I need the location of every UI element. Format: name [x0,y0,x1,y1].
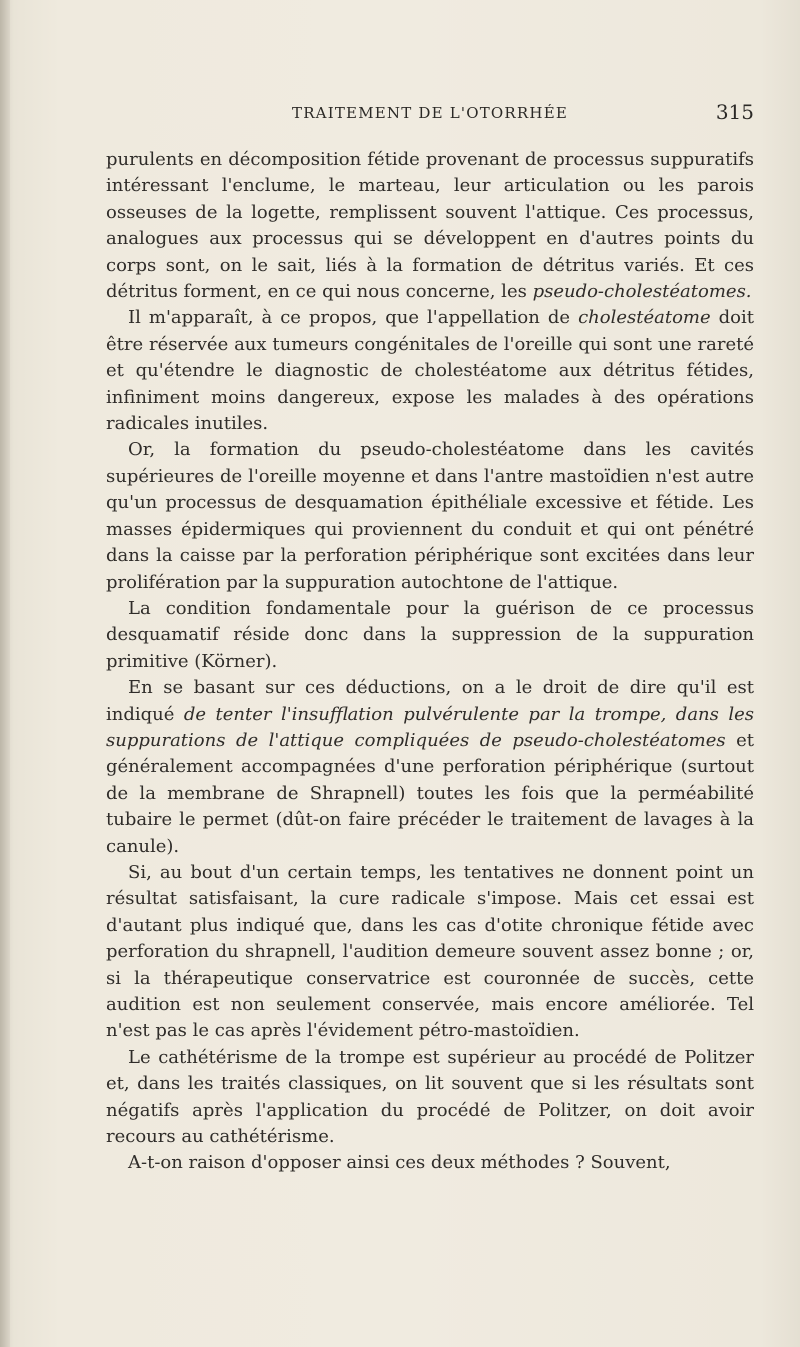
paragraph-1 [106,147,754,305]
paragraph-1-text: purulents en décomposition fétide provenant de processus suppuratifs intéressant l'enclume, le marteau, leur articulation ou les parois osseuses de la logette, remplissent souvent l'attique. Ces processus, analogues aux processus qui se développent en d'autres points du corps sont, on le sait, liés à la formation de détritus variés. Et ces détritus forment, en ce qui nous concerne, les [106,149,754,303]
paragraph-2-italic: cholestéatome [578,307,711,329]
paragraph-8-text: A-t-on raison d'opposer ainsi ces deux méthodes ? Souvent, [128,1152,671,1174]
paragraph-6 [106,860,754,1045]
body-text [106,147,754,1177]
page-header [106,100,754,128]
paragraph-2-text-end: doit être réservée aux tumeurs congénitales de l'oreille qui sont une rareté et qu'étendre le diagnostic de cholestéatome aux détritus fétides, infiniment moins dangereux, expose les malades à des opérations radicales inutiles. [106,307,755,435]
paragraph-5-text-start: En se basant sur ces déductions, on a le droit de dire qu'il est indiqué [106,677,754,725]
paragraph-5-italic: de tenter l'insufflation pulvérulente par la trompe, dans les suppurations de l'attique compliquées de pseudo-cholestéatomes [106,703,754,751]
paragraph-5-text-end: et généralement accompagnées d'une perforation périphérique (surtout de la membrane de Shrapnell) toutes les fois que la perméabilité tubaire le permet (dût-on faire précéder le traitement de lavages à la canule). [106,729,755,857]
paragraph-2-text-start: Il m'apparaît, à ce propos, que l'appellation de [128,307,579,329]
paragraph-4 [106,596,754,675]
paragraph-5 [106,675,754,860]
paragraph-1-italic: pseudo-cholestéatomes. [532,281,752,303]
page-number: 315 [715,100,754,124]
paragraph-3 [106,437,754,595]
paragraph-8 [106,1150,754,1176]
paragraph-4-text: La condition fondamentale pour la guérison de ce processus desquamatif réside donc dans la suppression de la suppuration primitive (Körner). [106,597,754,672]
page-binding-edge [0,0,10,1347]
paragraph-6-text: Si, au bout d'un certain temps, les tentatives ne donnent point un résultat satisfaisant, la cure radicale s'impose. Mais cet essai est d'autant plus indiqué que, dans les cas d'otite chronique fétide avec perforation du shrapnell, l'audition demeure souvent assez bonne ; or, si la thérapeutique conservatrice est couronnée de succès, cette audition est non seulement conservée, mais encore améliorée. Tel n'est pas le cas après l'évidement pétro-mastoïdien. [106,861,754,1042]
running-title: TRAITEMENT DE L'OTORRHÉE [291,104,568,122]
paragraph-7-text: Le cathétérisme de la trompe est supérieur au procédé de Politzer et, dans les traités classiques, on lit souvent que si les résultats sont négatifs après l'application du procédé de Politzer, on doit avoir recours au cathétérisme. [106,1046,754,1148]
paragraph-2 [106,305,754,437]
paragraph-7 [106,1045,754,1151]
paragraph-3-text: Or, la formation du pseudo-cholestéatome dans les cavités supérieures de l'oreille moyenne et dans l'antre mastoïdien n'est autre qu'un processus de desquamation épithéliale excessive et fétide. Les masses épidermiques qui proviennent du conduit et qui ont pénétré dans la caisse par la perforation périphérique sont excitées dans leur prolifération par la suppuration autochtone de l'attique. [106,439,754,593]
